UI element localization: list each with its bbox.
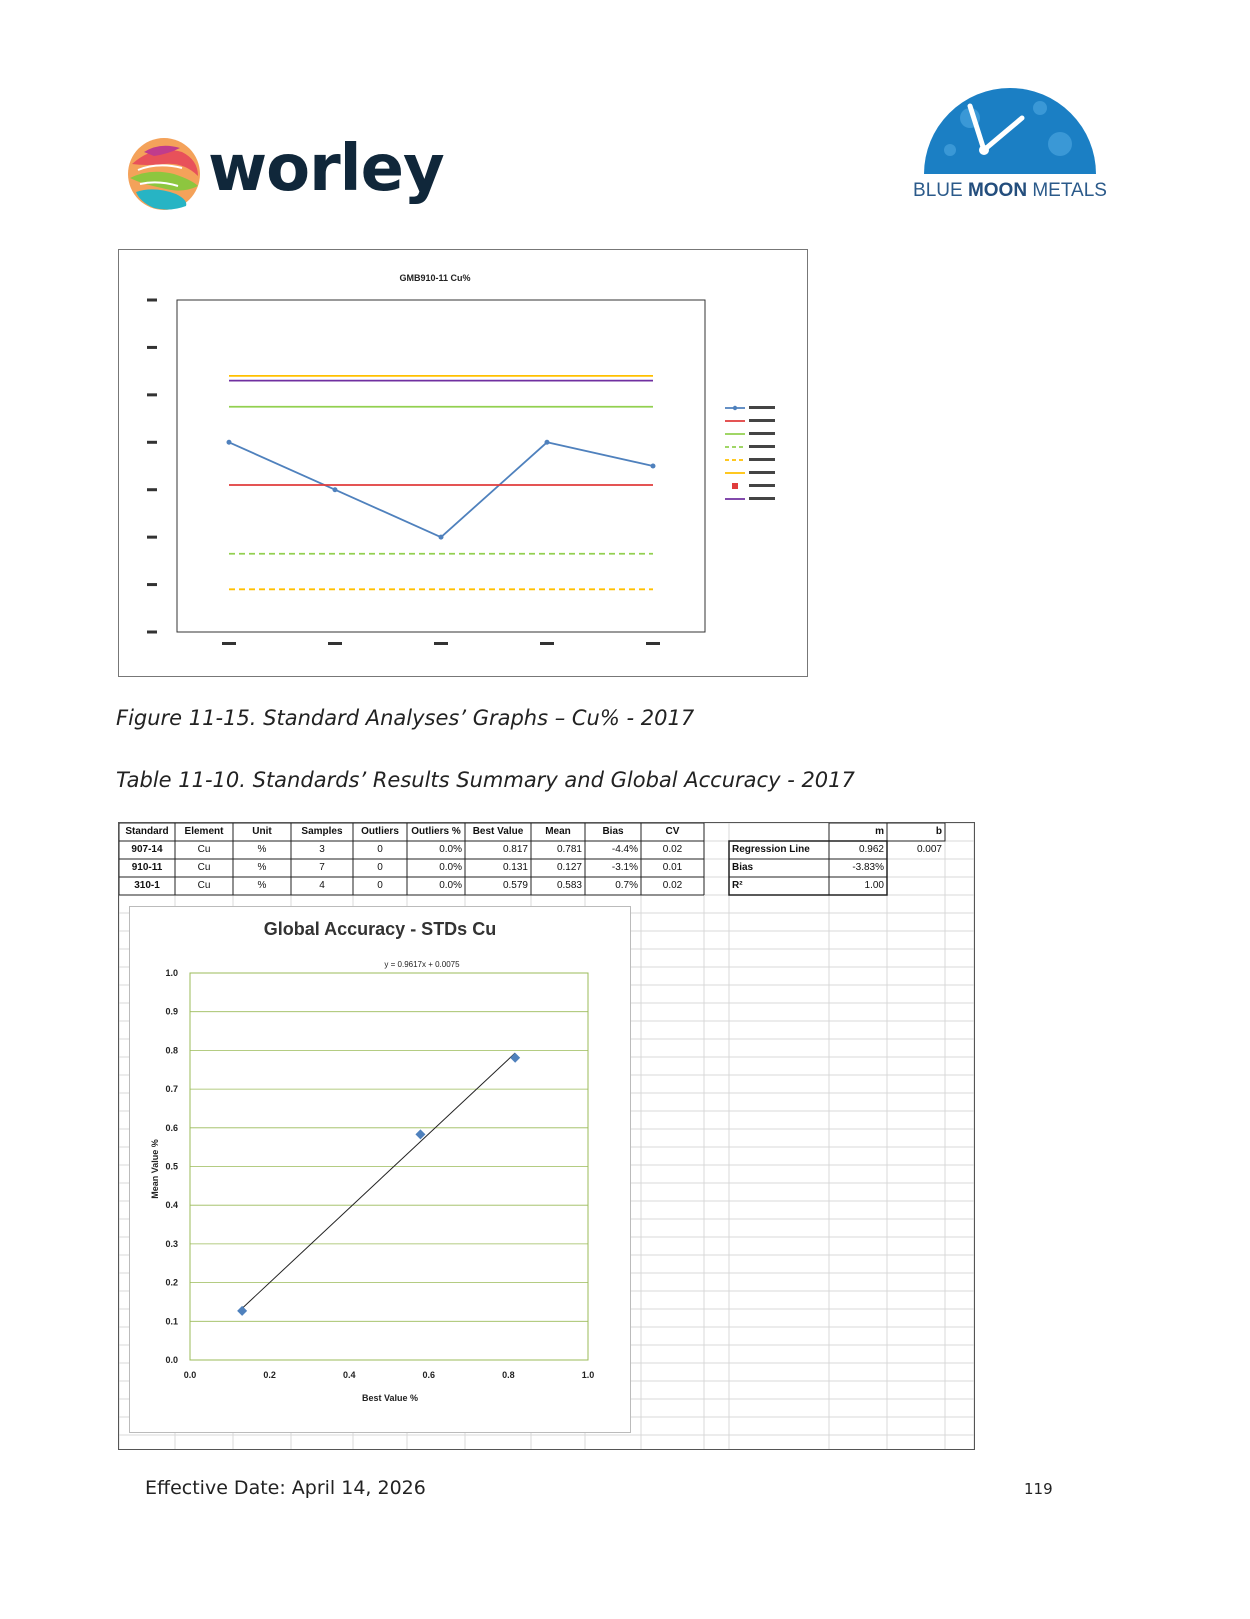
data-point <box>439 535 444 540</box>
y-tick-mark <box>147 393 157 396</box>
regression-label: R² <box>732 880 743 891</box>
x-tick-mark <box>222 642 236 645</box>
data-point <box>651 464 656 469</box>
legend-text-mark <box>749 432 775 435</box>
standard-analysis-chart <box>118 249 808 677</box>
regression-m-value: 0.962 <box>858 844 884 855</box>
table-cell: Cu <box>197 880 211 891</box>
x-tick-mark <box>540 642 554 645</box>
y-tick-label: 0.2 <box>165 1277 178 1288</box>
table-cell: % <box>257 844 267 855</box>
table-cell: 0 <box>377 880 383 891</box>
x-tick-label: 0.8 <box>502 1370 515 1380</box>
table-cell: 910-11 <box>131 862 163 873</box>
y-tick-mark <box>147 631 157 634</box>
table-cell: -3.1% <box>611 862 638 873</box>
x-tick-label: 0.2 <box>263 1370 276 1380</box>
table-cell: 0.7% <box>615 880 638 891</box>
table-cell: 0.02 <box>662 880 683 891</box>
line-chart <box>119 250 807 676</box>
x-tick-label: 0.4 <box>342 1370 356 1380</box>
table-cell: 907-14 <box>131 844 163 855</box>
legend-text-mark <box>749 497 775 500</box>
table-cell: Cu <box>197 862 211 873</box>
table-header-cell: Standard <box>125 826 169 837</box>
chart-legend <box>725 406 775 500</box>
page-number: 119 <box>1024 1480 1053 1498</box>
regression-header-b: b <box>935 826 942 837</box>
plot-area <box>177 300 705 632</box>
table-cell: 0 <box>377 862 383 873</box>
legend-text-mark <box>749 445 775 448</box>
table-cell: 0.583 <box>556 880 582 891</box>
table-cell: Cu <box>197 844 211 855</box>
table-cell: 0.781 <box>556 844 582 855</box>
standards-spreadsheet <box>118 822 975 1450</box>
x-tick-mark <box>646 642 660 645</box>
x-tick-label: 0.0 <box>183 1370 197 1380</box>
table-cell: 0.0% <box>439 862 462 873</box>
table-cell: 3 <box>319 844 325 855</box>
legend-marker <box>732 483 738 489</box>
effective-date: Effective Date: April 14, 2026 <box>145 1477 426 1499</box>
moon-clock-icon <box>910 78 1110 178</box>
table-header-cell: Best Value <box>472 826 524 837</box>
y-tick-label: 0.6 <box>165 1122 178 1133</box>
data-point <box>545 440 550 445</box>
legend-text-mark <box>749 419 775 422</box>
table-header-cell: CV <box>665 826 680 837</box>
table-cell: 0.579 <box>502 880 528 891</box>
table-cell: 4 <box>319 880 325 891</box>
y-ticks <box>147 299 157 634</box>
regression-label: Regression Line <box>732 844 810 855</box>
data-point <box>227 440 232 445</box>
regression-m-value: 1.00 <box>864 880 884 891</box>
global-accuracy-chart <box>129 906 631 1433</box>
legend-text-mark <box>749 458 775 461</box>
table-header-cell: Mean <box>545 826 571 837</box>
trendline-equation: y = 0.9617x + 0.0075 <box>384 960 460 969</box>
y-tick-mark <box>147 536 157 539</box>
table-cell: 0.127 <box>556 862 582 873</box>
regression-b-value <box>887 877 945 895</box>
x-ticks <box>222 642 660 645</box>
y-tick-mark <box>147 583 157 586</box>
table-cell: 0.131 <box>502 862 528 873</box>
legend-text-mark <box>749 471 775 474</box>
y-tick-label: 0.0 <box>165 1355 178 1365</box>
scatter-chart <box>130 907 630 1432</box>
x-tick-mark <box>434 642 448 645</box>
table-header-cell: Bias <box>602 826 624 837</box>
table-cell: % <box>257 862 267 873</box>
figure-caption: Figure 11-15. Standard Analyses’ Graphs – Cu% - 2017 <box>116 706 695 730</box>
y-tick-label: 0.3 <box>165 1238 178 1249</box>
y-tick-label: 0.8 <box>165 1045 178 1056</box>
table-cell: 0.02 <box>662 844 683 855</box>
worley-wordmark: worley <box>208 132 444 206</box>
table-cell: -4.4% <box>611 844 638 855</box>
table-caption: Table 11-10. Standards’ Results Summary and Global Accuracy - 2017 <box>116 768 855 792</box>
regression-b-value <box>887 859 945 877</box>
y-tick-label: 1.0 <box>165 968 178 978</box>
chart-title: Global Accuracy - STDs Cu <box>263 919 497 939</box>
data-point <box>333 487 338 492</box>
regression-label: Bias <box>732 862 754 873</box>
table-header-cell: Samples <box>301 826 343 837</box>
legend-text-mark <box>749 406 775 409</box>
regression-header-m: m <box>875 826 884 837</box>
regression-b-value: 0.007 <box>916 844 942 855</box>
legend-marker <box>733 406 737 410</box>
x-axis-label: Best Value % <box>361 1393 419 1403</box>
table-cell: 0.0% <box>439 844 462 855</box>
table-header-cell: Outliers <box>361 826 399 837</box>
y-tick-label: 0.4 <box>165 1200 178 1211</box>
y-tick-label: 0.5 <box>165 1161 178 1172</box>
table-cell: 0 <box>377 844 383 855</box>
y-tick-mark <box>147 488 157 491</box>
x-tick-label: 0.6 <box>422 1370 436 1380</box>
y-tick-mark <box>147 441 157 444</box>
table-cell: 0.01 <box>662 862 683 873</box>
table-header-cell: Outliers % <box>411 826 461 837</box>
blue-moon-metals-logo <box>910 78 1110 208</box>
regression-m-value: -3.83% <box>852 862 884 873</box>
blue-moon-metals-wordmark: BLUE MOON METALS <box>913 180 1107 201</box>
table-header-cell: Unit <box>252 826 272 837</box>
table-cell: 310-1 <box>134 880 160 891</box>
y-tick-mark <box>147 346 157 349</box>
worley-swirl-icon <box>124 134 204 220</box>
y-axis-label: Mean Value % <box>150 1139 160 1199</box>
legend-text-mark <box>749 484 775 487</box>
x-tick-mark <box>328 642 342 645</box>
table-header-cell: Element <box>184 826 224 837</box>
chart-title: GMB910-11 Cu% <box>399 273 471 283</box>
y-tick-mark <box>147 299 157 302</box>
table-cell: 7 <box>319 862 325 873</box>
y-tick-label: 0.1 <box>165 1316 178 1327</box>
y-tick-label: 0.9 <box>165 1006 178 1017</box>
table-cell: % <box>257 880 267 891</box>
y-tick-label: 0.7 <box>165 1084 178 1095</box>
table-cell: 0.817 <box>502 844 528 855</box>
x-tick-label: 1.0 <box>581 1370 595 1380</box>
table-cell: 0.0% <box>439 880 462 891</box>
worley-logo <box>124 130 444 220</box>
